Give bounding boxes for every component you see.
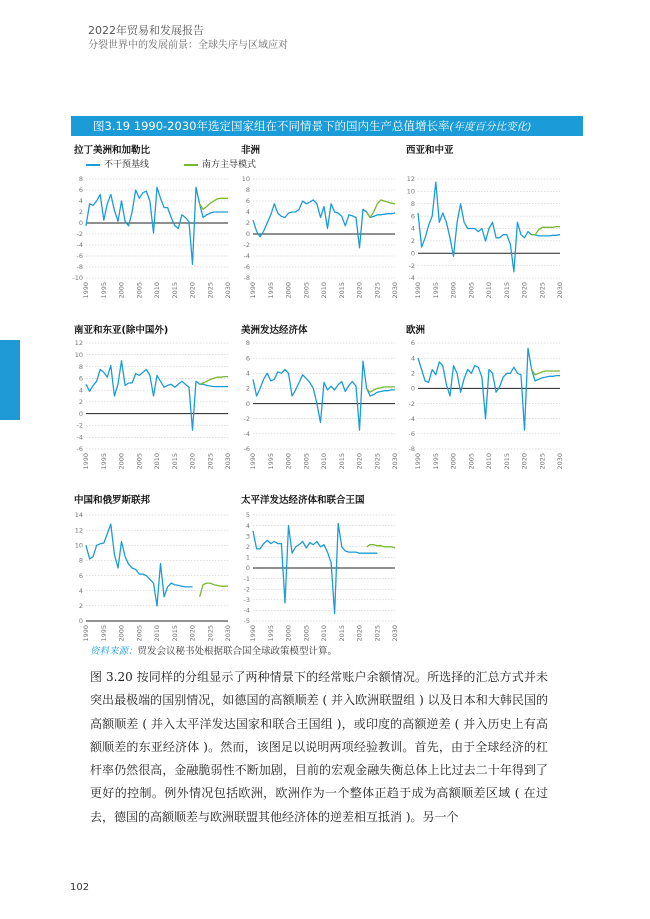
x-tick-label: 2015 bbox=[502, 282, 511, 299]
legend-baseline-label: 不干预基线 bbox=[104, 160, 150, 170]
x-tick-label: 1990 bbox=[249, 282, 257, 299]
series-line-baseline bbox=[418, 182, 560, 272]
y-tick-label: 5 bbox=[245, 511, 250, 520]
x-tick-label: 2010 bbox=[153, 282, 161, 299]
x-tick-label: 2020 bbox=[520, 282, 529, 299]
x-tick-label: 2030 bbox=[224, 282, 232, 299]
x-tick-label: 2025 bbox=[206, 453, 215, 470]
y-tick-label: -4 bbox=[408, 414, 415, 423]
y-tick-label: 6 bbox=[78, 374, 83, 383]
y-tick-label: -3 bbox=[243, 596, 250, 604]
y-tick-label: -8 bbox=[243, 274, 250, 283]
y-tick-label: -6 bbox=[76, 445, 83, 454]
x-tick-label: 1995 bbox=[99, 282, 108, 299]
x-tick-label: 2020 bbox=[355, 453, 364, 470]
y-tick-label: 2 bbox=[410, 369, 415, 378]
x-tick-label: 2010 bbox=[153, 453, 161, 470]
x-tick-label: 1995 bbox=[266, 453, 275, 470]
y-tick-label: 1 bbox=[245, 553, 250, 562]
x-tick-label: 2020 bbox=[355, 282, 364, 299]
panel-title-latin-america: 拉丁美洲和加勒比 bbox=[74, 145, 151, 156]
y-tick-label: -4 bbox=[76, 433, 83, 442]
x-tick-label: 2005 bbox=[135, 625, 144, 642]
series-line-south bbox=[200, 583, 228, 597]
y-tick-label: -5 bbox=[243, 617, 250, 626]
y-tick-label: 8 bbox=[78, 556, 83, 565]
x-tick-label: 1995 bbox=[266, 282, 275, 299]
panel-title-developed-americas: 美洲发达经济体 bbox=[241, 325, 308, 336]
panel-title-west-central-asia: 西亚和中亚 bbox=[406, 145, 454, 156]
x-tick-label: 2015 bbox=[170, 282, 179, 299]
x-tick-label: 2010 bbox=[153, 625, 161, 642]
y-tick-label: 4 bbox=[245, 369, 250, 378]
y-tick-label: 3 bbox=[245, 532, 250, 541]
x-tick-label: 2000 bbox=[284, 282, 293, 299]
legend-south-label: 南方主导模式 bbox=[202, 160, 257, 170]
x-tick-label: 2020 bbox=[355, 625, 364, 642]
chart-west-central-asia bbox=[402, 176, 564, 304]
x-tick-label: 2005 bbox=[302, 282, 311, 299]
page-number: 102 bbox=[70, 882, 90, 893]
x-tick-label: 2030 bbox=[556, 453, 564, 470]
y-tick-label: 6 bbox=[245, 354, 250, 363]
body-paragraph: 图 3.20 按同样的分组显示了两种情景下的经常账户余额情况。所选择的汇总方式并未突出最极端的国别情况，如德国的高额顺差 ( 并入欧洲联盟组 ) 以及日本和大韩民国的高额顺差 ( 并入太平洋发达国家和联合王国组 )，或印度的高额逆差 ( 并入历史上有高额顺差的东亚经济体 )。然而，该图足以说明两项经验教训。首先，由于全球经济的杠杆率仍然很高，金融脆弱性不断加剧，目前的宏观金融失衡总体上比过去二十年得到了更好的控制。例外情况包括欧洲，欧洲作为一个整体正趋于成为高额顺差区域 ( 在过去，德国的高额顺差与欧洲联盟其他经济体的逆差相互抵消 )。另一个 bbox=[90, 670, 548, 824]
y-tick-label: 0 bbox=[410, 249, 415, 258]
series-line-south bbox=[532, 227, 560, 235]
y-tick-label: 10 bbox=[241, 175, 250, 184]
y-tick-label: 0 bbox=[78, 219, 83, 228]
y-tick-label: 2 bbox=[245, 219, 250, 228]
series-line-baseline bbox=[86, 361, 228, 431]
y-tick-label: -4 bbox=[243, 430, 250, 439]
legend-baseline bbox=[86, 157, 149, 170]
y-tick-label: 6 bbox=[78, 571, 83, 580]
x-tick-label: 1990 bbox=[414, 453, 422, 470]
y-tick-label: 2 bbox=[245, 384, 250, 393]
x-tick-label: 2000 bbox=[449, 453, 458, 470]
x-tick-label: 2005 bbox=[135, 453, 144, 470]
x-tick-label: 1990 bbox=[414, 282, 422, 299]
x-tick-label: 2030 bbox=[224, 625, 232, 642]
x-tick-label: 2025 bbox=[206, 625, 215, 642]
x-tick-label: 2005 bbox=[135, 282, 144, 299]
x-tick-label: 2010 bbox=[485, 453, 493, 470]
legend-baseline-swatch bbox=[86, 164, 100, 166]
series-line-baseline bbox=[253, 524, 377, 614]
y-tick-label: 2 bbox=[410, 237, 415, 246]
panel-title-china-russia: 中国和俄罗斯联邦 bbox=[74, 495, 151, 506]
y-tick-label: -1 bbox=[243, 574, 250, 583]
x-tick-label: 2025 bbox=[373, 625, 382, 642]
y-tick-label: 10 bbox=[406, 187, 415, 196]
report-subtitle: 分裂世界中的发展前景：全球失序与区域应对 bbox=[88, 40, 288, 51]
x-tick-label: 2025 bbox=[206, 282, 215, 299]
y-tick-label: 0 bbox=[245, 230, 250, 239]
y-tick-label: 4 bbox=[245, 521, 250, 530]
x-tick-label: 2015 bbox=[170, 625, 179, 642]
chart-europe bbox=[402, 340, 564, 475]
y-tick-label: -4 bbox=[76, 241, 83, 250]
source-note bbox=[90, 643, 337, 657]
y-tick-label: 8 bbox=[78, 175, 83, 184]
y-tick-label: 8 bbox=[245, 186, 250, 195]
x-tick-label: 2000 bbox=[117, 453, 126, 470]
series-line-south bbox=[200, 198, 228, 209]
x-tick-label: 2010 bbox=[320, 453, 328, 470]
x-tick-label: 2030 bbox=[391, 625, 399, 642]
y-tick-label: -2 bbox=[243, 241, 250, 250]
x-tick-label: 2030 bbox=[224, 453, 232, 470]
y-tick-label: 8 bbox=[78, 362, 83, 371]
x-tick-label: 1995 bbox=[266, 625, 275, 642]
x-tick-label: 2000 bbox=[117, 625, 126, 642]
y-tick-label: 4 bbox=[410, 354, 415, 363]
y-tick-label: 6 bbox=[410, 339, 415, 348]
x-tick-label: 2005 bbox=[467, 453, 476, 470]
y-tick-label: 2 bbox=[78, 398, 83, 407]
x-tick-label: 2015 bbox=[337, 282, 346, 299]
y-tick-label: 2 bbox=[245, 543, 250, 551]
y-tick-label: 0 bbox=[245, 399, 250, 408]
y-tick-label: -6 bbox=[243, 445, 250, 454]
y-tick-label: 0 bbox=[78, 409, 83, 418]
x-tick-label: 1995 bbox=[431, 282, 440, 299]
y-tick-label: 0 bbox=[410, 384, 415, 393]
section-tab bbox=[0, 340, 20, 420]
series-line-baseline bbox=[253, 361, 395, 430]
chart-south-east-asia bbox=[70, 340, 232, 475]
y-tick-label: 12 bbox=[74, 526, 83, 535]
x-tick-label: 2005 bbox=[302, 453, 311, 470]
series-line-south bbox=[532, 370, 560, 375]
y-tick-label: 6 bbox=[410, 212, 415, 221]
y-tick-label: -2 bbox=[408, 261, 415, 270]
series-line-south bbox=[367, 545, 395, 548]
source-label: 资料来源： bbox=[90, 646, 138, 657]
x-tick-label: 1995 bbox=[431, 453, 440, 470]
series-line-baseline bbox=[86, 187, 228, 264]
x-tick-label: 2000 bbox=[284, 453, 293, 470]
x-tick-label: 2010 bbox=[320, 282, 328, 299]
series-line-baseline bbox=[253, 200, 395, 248]
y-tick-label: 8 bbox=[410, 199, 415, 208]
y-tick-label: -2 bbox=[243, 585, 250, 594]
x-tick-label: 1995 bbox=[99, 453, 108, 470]
x-tick-label: 2015 bbox=[502, 453, 511, 470]
y-tick-label: 10 bbox=[74, 541, 83, 550]
x-tick-label: 1995 bbox=[99, 625, 108, 642]
x-tick-label: 1990 bbox=[82, 453, 90, 470]
figure-label: 图3.19 bbox=[93, 119, 131, 133]
y-tick-label: 6 bbox=[78, 186, 83, 195]
figure-unit: (年度百分比变化) bbox=[449, 121, 532, 133]
x-tick-label: 2000 bbox=[117, 282, 126, 299]
x-tick-label: 2030 bbox=[391, 282, 399, 299]
legend-south-swatch bbox=[184, 164, 198, 166]
x-tick-label: 2015 bbox=[337, 453, 346, 470]
series-line-baseline bbox=[86, 524, 193, 606]
report-title: 2022年贸易和发展报告 bbox=[88, 24, 204, 37]
x-tick-label: 2025 bbox=[538, 282, 547, 299]
y-tick-label: 12 bbox=[74, 339, 83, 348]
chart-china-russia bbox=[70, 512, 232, 647]
x-tick-label: 1990 bbox=[249, 453, 257, 470]
x-tick-label: 2010 bbox=[320, 625, 328, 642]
y-tick-label: 4 bbox=[410, 224, 415, 233]
x-tick-label: 1990 bbox=[82, 282, 90, 299]
y-tick-label: 4 bbox=[78, 197, 83, 206]
x-tick-label: 2005 bbox=[302, 625, 311, 642]
figure-title-bar bbox=[71, 116, 583, 136]
y-tick-label: 4 bbox=[245, 208, 250, 217]
panel-title-pacific-uk: 太平洋发达经济体和联合王国 bbox=[241, 495, 365, 506]
y-tick-label: -2 bbox=[408, 399, 415, 408]
figure-title: 1990-2030年选定国家组在不同情景下的国内生产总值增长率 bbox=[133, 119, 450, 133]
panel-title-africa: 非洲 bbox=[241, 145, 261, 156]
y-tick-label: -2 bbox=[243, 414, 250, 423]
chart-developed-americas bbox=[237, 340, 399, 475]
y-tick-label: -4 bbox=[243, 252, 250, 261]
series-line-baseline bbox=[418, 348, 560, 430]
panel-title-south-east-asia: 南亚和东亚(除中国外) bbox=[74, 325, 169, 336]
x-tick-label: 2030 bbox=[391, 453, 399, 470]
y-tick-label: -2 bbox=[76, 230, 83, 239]
y-tick-label: -10 bbox=[72, 274, 83, 283]
legend-south bbox=[184, 157, 256, 170]
x-tick-label: 2025 bbox=[538, 453, 547, 470]
x-tick-label: 1990 bbox=[82, 625, 90, 642]
x-tick-label: 2005 bbox=[467, 282, 476, 299]
y-tick-label: -6 bbox=[243, 263, 250, 272]
y-tick-label: 8 bbox=[245, 339, 250, 348]
y-tick-label: -8 bbox=[76, 263, 83, 272]
panel-title-europe: 欧洲 bbox=[406, 325, 426, 336]
y-tick-label: -4 bbox=[408, 274, 415, 283]
y-tick-label: 6 bbox=[245, 197, 250, 206]
x-tick-label: 2010 bbox=[485, 282, 493, 299]
x-tick-label: 2000 bbox=[449, 282, 458, 299]
y-tick-label: 4 bbox=[78, 386, 83, 395]
x-tick-label: 2020 bbox=[188, 282, 197, 299]
y-tick-label: 14 bbox=[74, 511, 83, 520]
chart-pacific-uk bbox=[237, 512, 399, 647]
x-tick-label: 2015 bbox=[337, 625, 346, 642]
y-tick-label: 0 bbox=[78, 617, 83, 626]
y-tick-label: 2 bbox=[78, 602, 83, 611]
y-tick-label: 12 bbox=[406, 175, 415, 184]
y-tick-label: -6 bbox=[76, 252, 83, 261]
x-tick-label: 1990 bbox=[249, 625, 257, 642]
chart-africa bbox=[237, 176, 399, 304]
y-tick-label: -6 bbox=[408, 430, 415, 439]
x-tick-label: 2020 bbox=[188, 625, 197, 642]
x-tick-label: 2015 bbox=[170, 453, 179, 470]
y-tick-label: 4 bbox=[78, 586, 83, 595]
x-tick-label: 2020 bbox=[188, 453, 197, 470]
x-tick-label: 2025 bbox=[373, 282, 382, 299]
y-tick-label: 10 bbox=[74, 350, 83, 359]
y-tick-label: -2 bbox=[76, 421, 83, 430]
y-tick-label: -4 bbox=[243, 606, 250, 615]
y-tick-label: 2 bbox=[78, 208, 83, 217]
x-tick-label: 2020 bbox=[520, 453, 529, 470]
source-text: 贸发会议秘书处根据联合国全球政策模型计算。 bbox=[137, 646, 338, 657]
x-tick-label: 2025 bbox=[373, 453, 382, 470]
y-tick-label: 0 bbox=[245, 564, 250, 573]
x-tick-label: 2000 bbox=[284, 625, 293, 642]
chart-latin-america bbox=[70, 176, 232, 304]
y-tick-label: -8 bbox=[408, 445, 415, 454]
x-tick-label: 2030 bbox=[556, 282, 564, 299]
series-line-south bbox=[200, 377, 228, 385]
